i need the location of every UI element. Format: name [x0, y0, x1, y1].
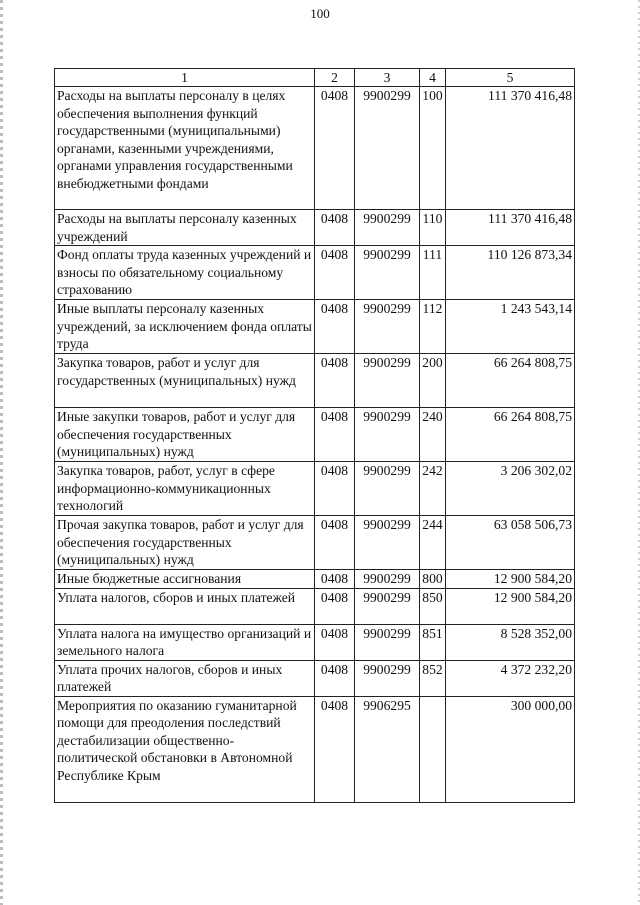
- row-target: 9900299: [355, 300, 420, 354]
- row-type: 240: [420, 408, 446, 462]
- row-section: 0408: [315, 300, 355, 354]
- header-col-4: 4: [420, 69, 446, 87]
- row-target: 9900299: [355, 660, 420, 696]
- row-type: 850: [420, 588, 446, 624]
- header-col-2: 2: [315, 69, 355, 87]
- row-name: Прочая закупка товаров, работ и услуг для обеспечения государственных (муниципальных) нужд: [55, 516, 315, 570]
- row-target: 9900299: [355, 516, 420, 570]
- row-target: 9900299: [355, 354, 420, 408]
- row-type: [420, 696, 446, 802]
- row-name: Иные бюджетные ассигнования: [55, 570, 315, 589]
- row-name: Уплата прочих налогов, сборов и иных платежей: [55, 660, 315, 696]
- row-section: 0408: [315, 462, 355, 516]
- row-amount: 66 264 808,75: [446, 408, 575, 462]
- table-row: [55, 300, 575, 354]
- table-row: [55, 588, 575, 624]
- row-amount: 8 528 352,00: [446, 624, 575, 660]
- row-type: 242: [420, 462, 446, 516]
- row-section: 0408: [315, 660, 355, 696]
- table-row: [55, 210, 575, 246]
- row-target: 9900299: [355, 210, 420, 246]
- row-type: 852: [420, 660, 446, 696]
- page-number: 100: [310, 6, 330, 21]
- row-section: 0408: [315, 696, 355, 802]
- row-section: 0408: [315, 246, 355, 300]
- table-row: [55, 246, 575, 300]
- row-amount: 66 264 808,75: [446, 354, 575, 408]
- row-name: Расходы на выплаты персоналу казенных учреждений: [55, 210, 315, 246]
- row-name: Иные выплаты персоналу казенных учреждений, за исключением фонда оплаты труда: [55, 300, 315, 354]
- header-col-3: 3: [355, 69, 420, 87]
- table-row: [55, 570, 575, 589]
- row-target: 9906295: [355, 696, 420, 802]
- row-section: 0408: [315, 624, 355, 660]
- row-amount: 4 372 232,20: [446, 660, 575, 696]
- row-target: 9900299: [355, 570, 420, 589]
- header-col-1: 1: [55, 69, 315, 87]
- row-amount: 1 243 543,14: [446, 300, 575, 354]
- row-type: 100: [420, 87, 446, 210]
- table-row: [55, 354, 575, 408]
- row-amount: 12 900 584,20: [446, 588, 575, 624]
- row-type: 110: [420, 210, 446, 246]
- row-amount: 111 370 416,48: [446, 210, 575, 246]
- table-row: [55, 660, 575, 696]
- row-section: 0408: [315, 516, 355, 570]
- table-row: [55, 462, 575, 516]
- scan-edge-left: [0, 0, 3, 905]
- row-type: 800: [420, 570, 446, 589]
- row-target: 9900299: [355, 408, 420, 462]
- table-row: [55, 87, 575, 210]
- row-type: 200: [420, 354, 446, 408]
- row-name: Закупка товаров, работ и услуг для государственных (муниципальных) нужд: [55, 354, 315, 408]
- table-row: [55, 624, 575, 660]
- table-header-row: [55, 69, 575, 87]
- table-row: [55, 696, 575, 802]
- row-section: 0408: [315, 408, 355, 462]
- table-row: [55, 408, 575, 462]
- budget-table: [54, 68, 575, 803]
- row-target: 9900299: [355, 588, 420, 624]
- row-section: 0408: [315, 210, 355, 246]
- row-amount: 3 206 302,02: [446, 462, 575, 516]
- row-amount: 63 058 506,73: [446, 516, 575, 570]
- row-name: Фонд оплаты труда казенных учреждений и взносы по обязательному социальному страхованию: [55, 246, 315, 300]
- row-target: 9900299: [355, 462, 420, 516]
- row-section: 0408: [315, 570, 355, 589]
- row-name: Иные закупки товаров, работ и услуг для обеспечения государственных (муниципальных) нужд: [55, 408, 315, 462]
- row-name: Уплата налогов, сборов и иных платежей: [55, 588, 315, 624]
- row-section: 0408: [315, 354, 355, 408]
- header-col-5: 5: [446, 69, 575, 87]
- row-type: 851: [420, 624, 446, 660]
- row-type: 244: [420, 516, 446, 570]
- row-amount: 111 370 416,48: [446, 87, 575, 210]
- row-section: 0408: [315, 588, 355, 624]
- row-name: Закупка товаров, работ, услуг в сфере информационно-коммуникационных технологий: [55, 462, 315, 516]
- row-target: 9900299: [355, 87, 420, 210]
- row-name: Уплата налога на имущество организаций и земельного налога: [55, 624, 315, 660]
- table-row: [55, 516, 575, 570]
- row-name: Расходы на выплаты персоналу в целях обеспечения выполнения функций государственными (муниципальными) органами, казенными учреждениями, органами управления государственными внебюджетными фондами: [55, 87, 315, 210]
- row-target: 9900299: [355, 624, 420, 660]
- row-type: 112: [420, 300, 446, 354]
- row-target: 9900299: [355, 246, 420, 300]
- row-amount: 110 126 873,34: [446, 246, 575, 300]
- row-name: Мероприятия по оказанию гуманитарной помощи для преодоления последствий дестабилизации общественно-политической обстановки в Автономной Республике Крым: [55, 696, 315, 802]
- row-section: 0408: [315, 87, 355, 210]
- row-type: 111: [420, 246, 446, 300]
- row-amount: 12 900 584,20: [446, 570, 575, 589]
- row-amount: 300 000,00: [446, 696, 575, 802]
